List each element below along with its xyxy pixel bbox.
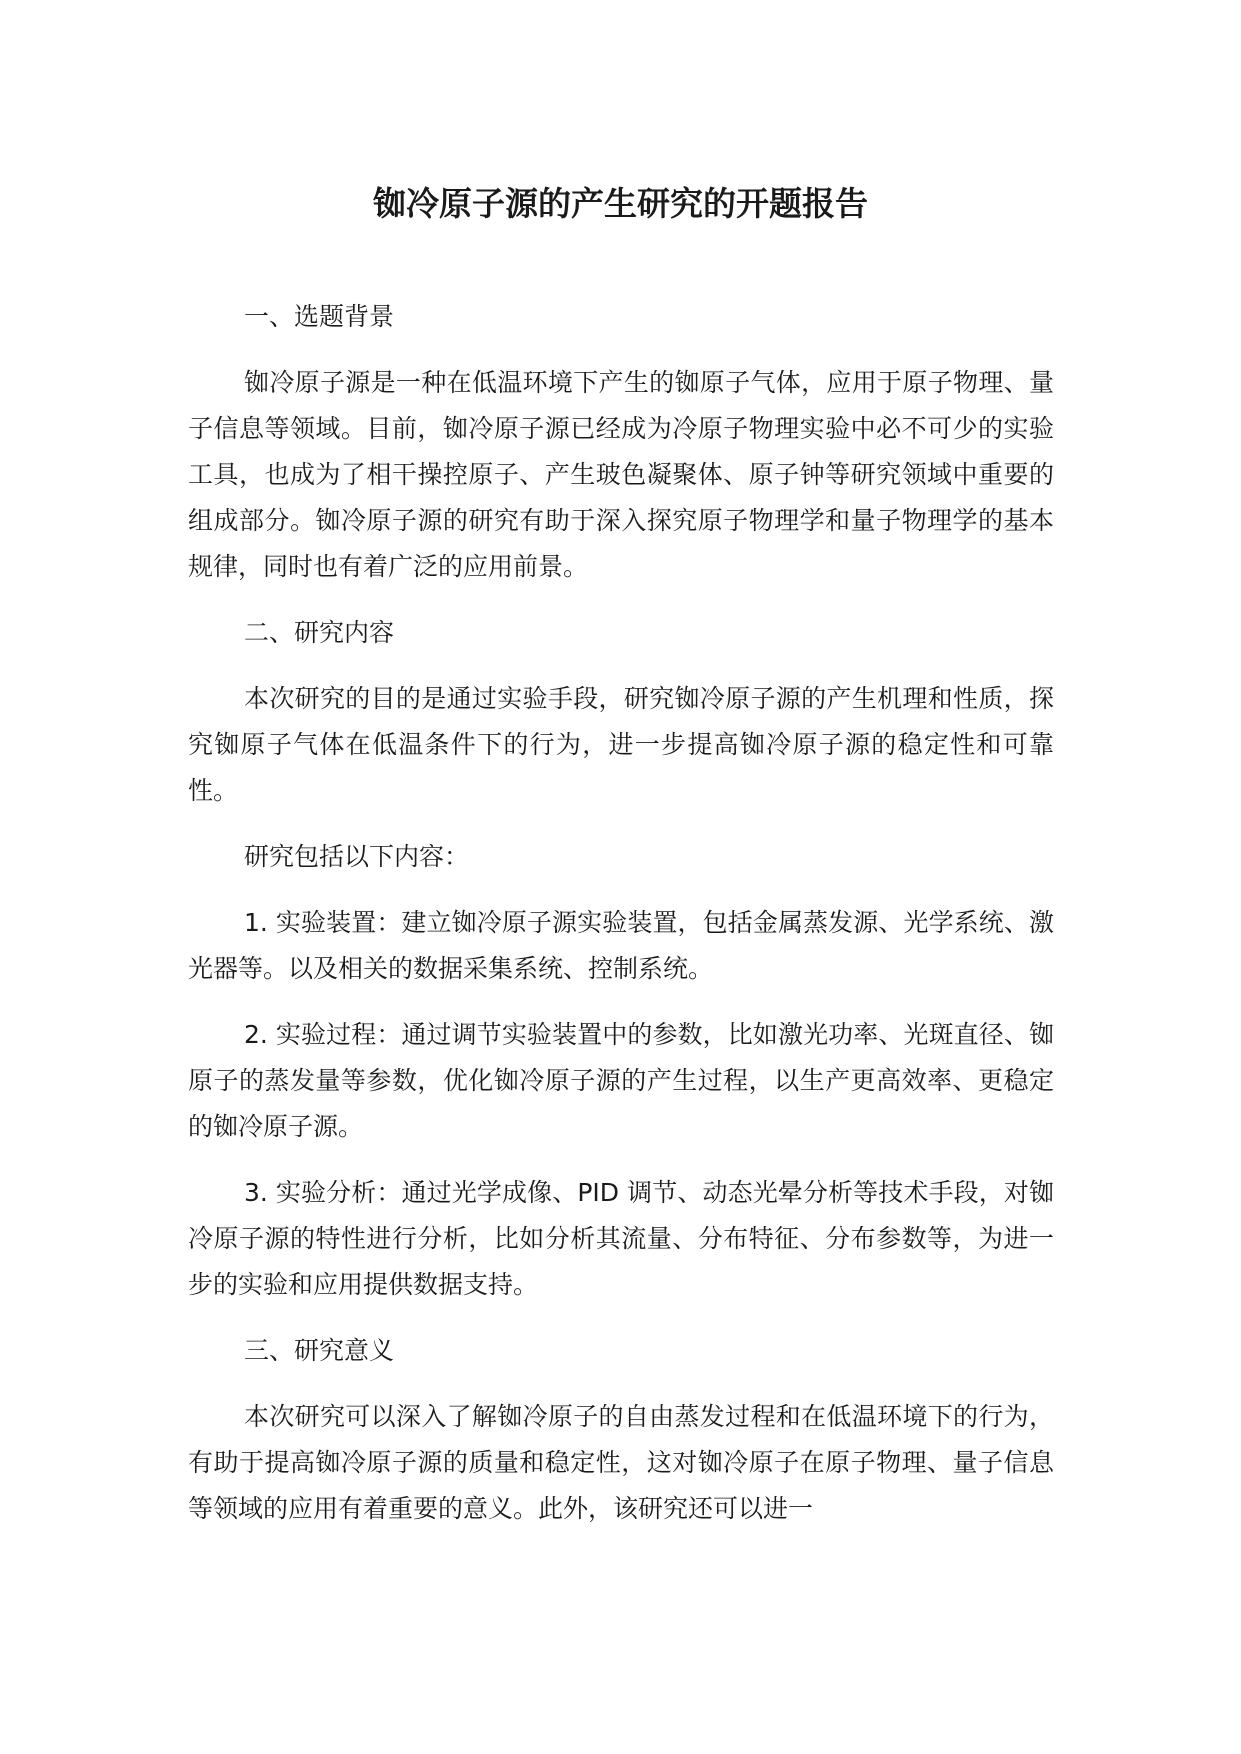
paragraph-research-goal: 本次研究的目的是通过实验手段，研究铷冷原子源的产生机理和性质，探究铷原子气体在低温条件下的行为，进一步提高铷冷原子源的稳定性和可靠性。 xyxy=(188,684,1054,805)
paragraph-research-includes: 研究包括以下内容： xyxy=(244,842,470,871)
paragraph-significance: 本次研究可以深入了解铷冷原子的自由蒸发过程和在低温环境下的行为，有助于提高铷冷原子源的质量和稳定性，这对铷冷原子在原子物理、量子信息等领域的应用有着重要的意义。此外，该研究还可以进一 xyxy=(188,1402,1054,1523)
list-item-apparatus: 1. 实验装置：建立铷冷原子源实验装置，包括金属蒸发源、光学系统、激光器等。以及相关的数据采集系统、控制系统。 xyxy=(188,908,1054,983)
section-heading-content: 二、研究内容 xyxy=(244,618,395,647)
list-item-analysis: 3. 实验分析：通过光学成像、PID 调节、动态光晕分析等技术手段，对铷冷原子源的特性进行分析，比如分析其流量、分布特征、分布参数等，为进一步的实验和应用提供数据支持。 xyxy=(188,1178,1054,1299)
document-title: 铷冷原子源的产生研究的开题报告 xyxy=(373,184,868,223)
section-heading-significance: 三、研究意义 xyxy=(244,1336,395,1365)
paragraph-background: 铷冷原子源是一种在低温环境下产生的铷原子气体，应用于原子物理、量子信息等领域。目前，铷冷原子源已经成为冷原子物理实验中必不可少的实验工具，也成为了相干操控原子、产生玻色凝聚体、原子钟等研究领域中重要的组成部分。铷冷原子源的研究有助于深入探究原子物理学和量子物理学的基本规律，同时也有着广泛的应用前景。 xyxy=(188,368,1054,581)
section-heading-background: 一、选题背景 xyxy=(244,302,395,331)
list-item-process: 2. 实验过程：通过调节实验装置中的参数，比如激光功率、光斑直径、铷原子的蒸发量等参数，优化铷冷原子源的产生过程，以生产更高效率、更稳定的铷冷原子源。 xyxy=(188,1020,1054,1141)
document-body xyxy=(188,294,1054,1552)
